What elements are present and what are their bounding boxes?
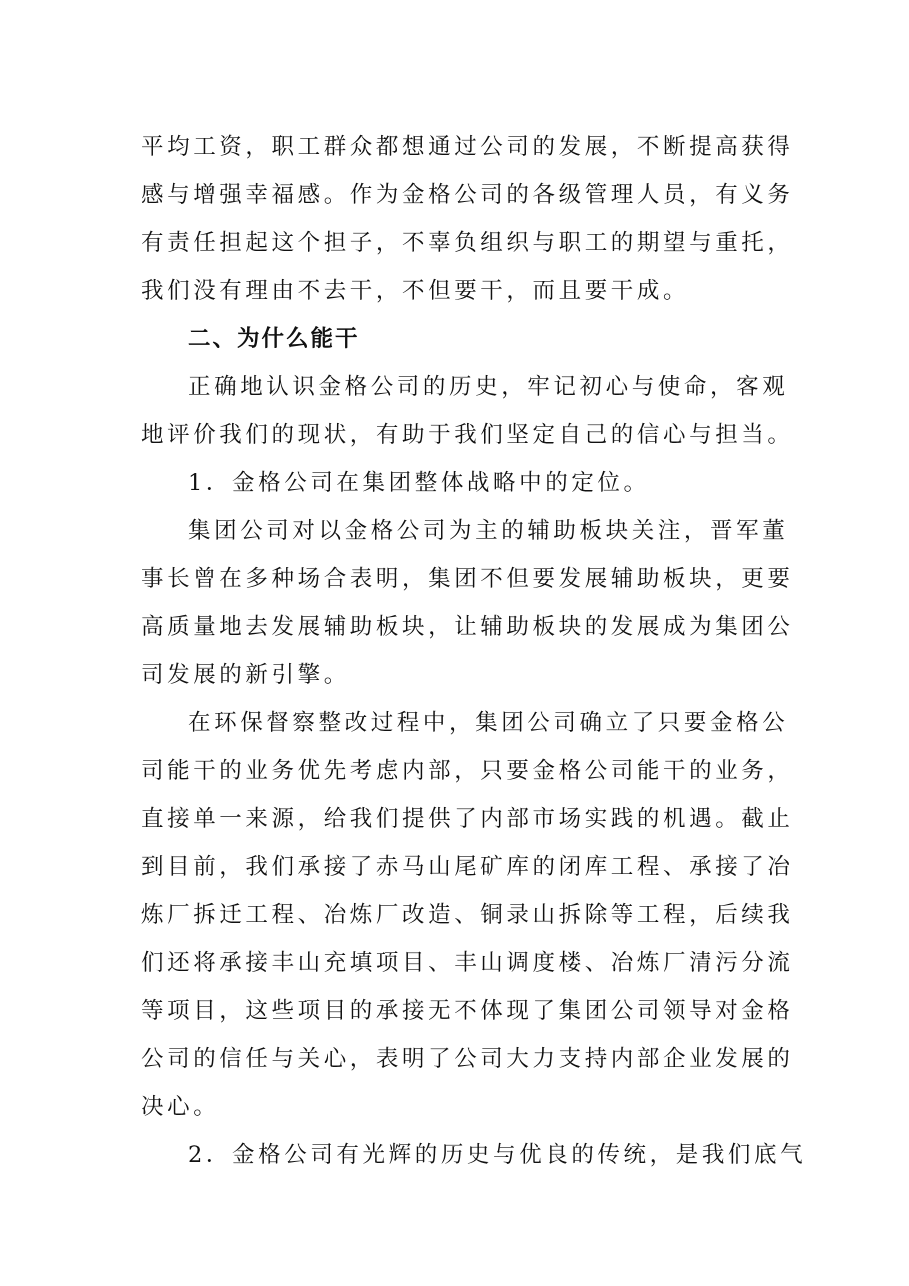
text-line: 集团公司对以金格公司为主的辅助板块关注，晋军董 (188, 518, 789, 544)
text-line: 在环保督察整改过程中，集团公司确立了只要金格公 (188, 710, 789, 736)
text-line: 决心。 (141, 1094, 220, 1120)
text-line: 司能干的业务优先考虑内部，只要金格公司能干的业务， (141, 758, 794, 784)
text-line: 们还将承接丰山充填项目、丰山调度楼、冶炼厂清污分流 (141, 950, 794, 976)
text-line: 1．金格公司在集团整体战略中的定位。 (188, 470, 650, 496)
document-body (141, 123, 807, 1179)
text-line: 等项目，这些项目的承接无不体现了集团公司领导对金格 (141, 998, 794, 1024)
text-line: 司发展的新引擎。 (141, 662, 350, 688)
paragraph (141, 1131, 807, 1179)
paragraph (141, 459, 773, 507)
paragraph (141, 507, 794, 699)
text-line: 我们没有理由不去干，不但要干，而且要干成。 (141, 278, 690, 304)
text-line: 感与增强幸福感。作为金格公司的各级管理人员，有义务 (141, 182, 794, 208)
paragraph (141, 363, 794, 459)
text-line: 事长曾在多种场合表明，集团不但要发展辅助板块，更要 (141, 566, 794, 592)
text-line: 高质量地去发展辅助板块，让辅助板块的发展成为集团公 (141, 614, 794, 640)
paragraph (141, 123, 794, 315)
text-line: 炼厂拆迁工程、冶炼厂改造、铜录山拆除等工程，后续我 (141, 902, 794, 928)
text-line: 地评价我们的现状，有助于我们坚定自己的信心与担当。 (141, 422, 794, 448)
text-line: 公司的信任与关心，表明了公司大力支持内部企业发展的 (141, 1046, 794, 1072)
text-line: 2．金格公司有光辉的历史与优良的传统，是我们底气 (188, 1142, 807, 1168)
text-line: 到目前，我们承接了赤马山尾矿库的闭库工程、承接了冶 (141, 854, 794, 880)
text-line: 直接单一来源，给我们提供了内部市场实践的机遇。截止 (141, 806, 794, 832)
section-heading (141, 315, 773, 363)
text-line: 平均工资，职工群众都想通过公司的发展，不断提高获得 (141, 134, 794, 160)
text-line: 有责任担起这个担子，不辜负组织与职工的期望与重托， (141, 230, 794, 256)
heading-text: 二、为什么能干 (188, 326, 360, 352)
paragraph (141, 699, 794, 1131)
text-line: 正确地认识金格公司的历史，牢记初心与使命，客观 (188, 374, 789, 400)
